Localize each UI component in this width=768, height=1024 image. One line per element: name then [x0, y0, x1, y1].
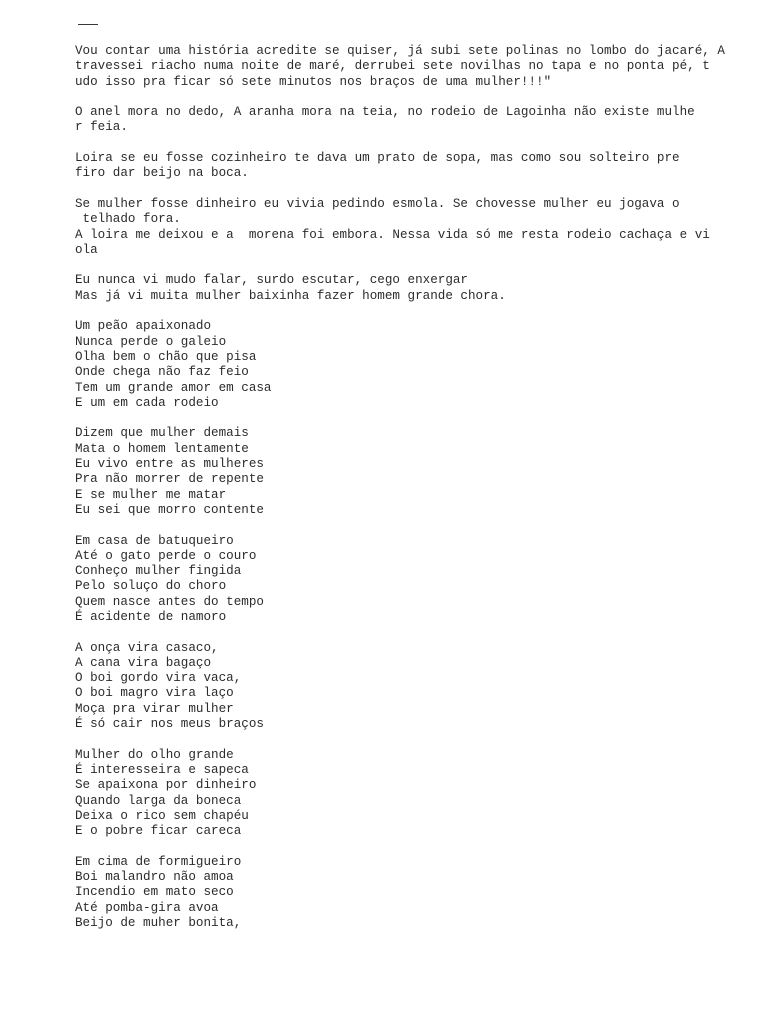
text-line: Em casa de batuqueiro	[75, 533, 234, 548]
text-paragraph	[75, 105, 745, 136]
text-line: O boi gordo vira vaca,	[75, 671, 242, 686]
text-line: A onça vira casaco,	[75, 640, 219, 655]
text-paragraph	[75, 426, 745, 518]
text-line: travessei riacho numa noite de maré, derrubei sete novilhas no tapa e no ponta pé, t	[75, 59, 710, 74]
text-line: Quem nasce antes do tempo	[75, 594, 264, 609]
text-line: Conheço mulher fingida	[75, 564, 242, 579]
text-line: E se mulher me matar	[75, 487, 227, 502]
text-line: O boi magro vira laço	[75, 686, 234, 701]
text-line: E um em cada rodeio	[75, 395, 219, 410]
text-line: Se mulher fosse dinheiro eu vivia pedindo esmola. Se chovesse mulher eu jogava o	[75, 196, 680, 211]
text-line: r feia.	[75, 120, 128, 135]
text-paragraph	[75, 534, 745, 626]
text-line: telhado fora.	[75, 212, 181, 227]
text-line: Um peão apaixonado	[75, 319, 212, 334]
text-line: Pra não morrer de repente	[75, 472, 264, 487]
text-paragraph	[75, 197, 745, 258]
text-line: Loira se eu fosse cozinheiro te dava um prato de sopa, mas como sou solteiro pre	[75, 151, 680, 166]
text-line: Até o gato perde o couro	[75, 548, 257, 563]
text-line: Boi malandro não amoa	[75, 870, 234, 885]
text-line: Mata o homem lentamente	[75, 441, 249, 456]
text-paragraph	[75, 151, 745, 182]
text-line: udo isso pra ficar só sete minutos nos braços de uma mulher!!!"	[75, 74, 552, 89]
text-line: Até pomba-gira avoa	[75, 900, 219, 915]
text-line: O anel mora no dedo, A aranha mora na teia, no rodeio de Lagoinha não existe mulhe	[75, 105, 695, 120]
text-line: Eu sei que morro contente	[75, 502, 264, 517]
text-paragraph	[75, 44, 745, 90]
text-line: Deixa o rico sem chapéu	[75, 808, 249, 823]
text-line: É só cair nos meus braços	[75, 717, 264, 732]
text-line: Mulher do olho grande	[75, 747, 234, 762]
text-line: É acidente de namoro	[75, 609, 227, 624]
text-line: Em cima de formigueiro	[75, 854, 242, 869]
text-line: ola	[75, 242, 98, 257]
lyrics-text-body	[75, 44, 745, 947]
text-paragraph	[75, 855, 745, 931]
text-line: Pelo soluço do choro	[75, 579, 227, 594]
text-paragraph	[75, 641, 745, 733]
text-line: firo dar beijo na boca.	[75, 166, 249, 181]
text-line: Nunca perde o galeio	[75, 334, 227, 349]
text-line: Onde chega não faz feio	[75, 365, 249, 380]
text-paragraph	[75, 319, 745, 411]
text-line: Dizem que mulher demais	[75, 426, 249, 441]
text-line: E o pobre ficar careca	[75, 824, 242, 839]
text-line: A loira me deixou e a morena foi embora. Nessa vida só me resta rodeio cachaça e vi	[75, 227, 710, 242]
text-line: Moça pra virar mulher	[75, 701, 234, 716]
text-line: Incendio em mato seco	[75, 885, 234, 900]
text-line: Eu nunca vi mudo falar, surdo escutar, cego enxergar	[75, 273, 468, 288]
text-line: Mas já vi muita mulher baixinha fazer homem grande chora.	[75, 288, 506, 303]
text-paragraph	[75, 748, 745, 840]
text-paragraph	[75, 273, 745, 304]
text-line: Quando larga da boneca	[75, 793, 242, 808]
text-line: Se apaixona por dinheiro	[75, 778, 257, 793]
text-line: Olha bem o chão que pisa	[75, 349, 257, 364]
text-line: Vou contar uma história acredite se quiser, já subi sete polinas no lombo do jacaré, A	[75, 44, 725, 58]
text-line: Eu vivo entre as mulheres	[75, 457, 264, 472]
top-rule-divider	[78, 24, 98, 25]
text-line: É interesseira e sapeca	[75, 762, 249, 777]
text-line: Tem um grande amor em casa	[75, 380, 272, 395]
text-line: Beijo de muher bonita,	[75, 915, 242, 930]
text-line: A cana vira bagaço	[75, 655, 212, 670]
